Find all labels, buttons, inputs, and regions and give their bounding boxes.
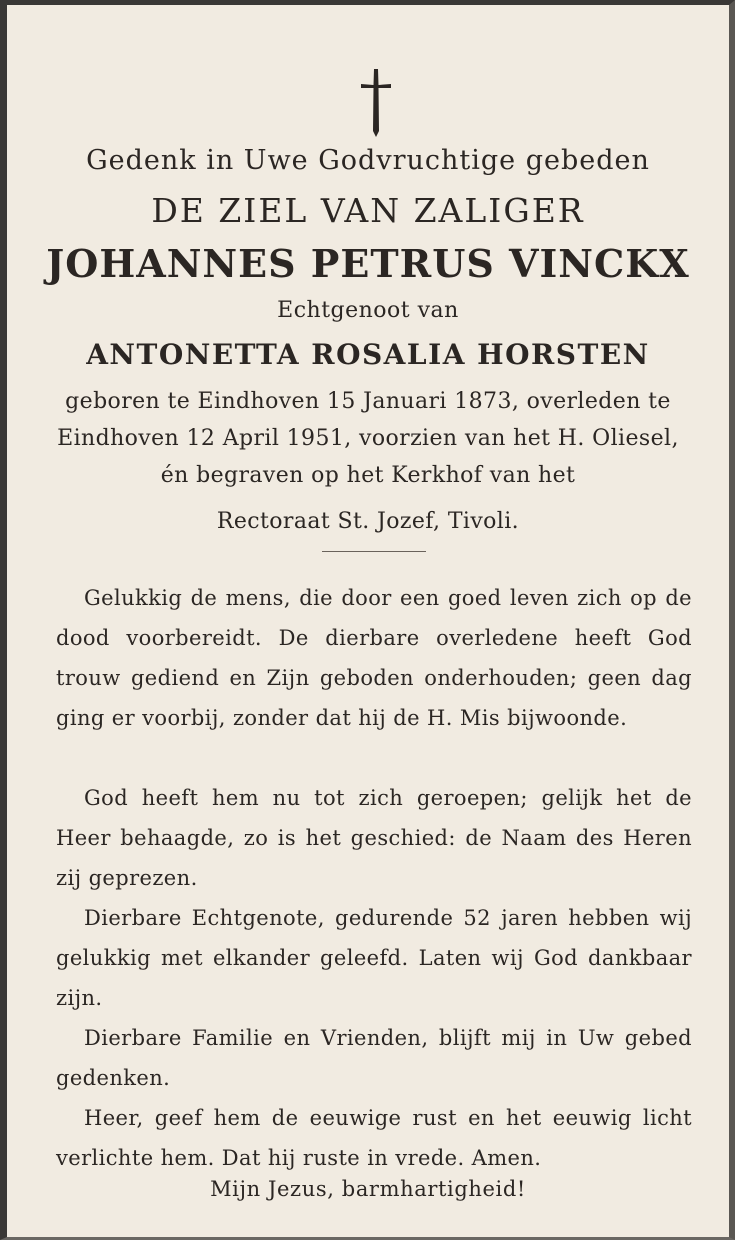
intro-line: Gedenk in Uwe Godvruchtige gebeden [86, 145, 650, 176]
divider [322, 551, 426, 552]
soul-line: DE ZIEL VAN ZALIGER [151, 191, 585, 230]
spouse-label: Echtgenoot van [277, 298, 459, 323]
deceased-name: JOHANNES PETRUS VINCKX [46, 241, 690, 286]
paragraph-good-life: Gelukkig de mens, die door een goed leven zich op de dood voorbereidt. De dierbare overledene heeft God trouw gediend en Zijn geboden onderhouden; geen dag ging er voorbij, zonder dat hij de H. Mis bijwoonde. [56, 586, 692, 730]
paragraph-spouse: Dierbare Echtgenote, gedurende 52 jaren hebben wij gelukkig met elkander geleefd. Laten wij God dankbaar zijn. [56, 906, 692, 1010]
burial-line: én begraven op het Kerkhof van het [160, 463, 576, 488]
parish-line: Rectoraat St. Jozef, Tivoli. [216, 509, 520, 534]
birth-death-line-1: geboren te Eindhoven 15 Januari 1873, overleden te [65, 389, 671, 414]
closing-prayer: Mijn Jezus, barmhartigheid! [210, 1177, 526, 1201]
paragraph-called-home: God heeft hem nu tot zich geroepen; gelijk het de Heer behaagde, zo is het geschied: de Naam des Heren zij geprezen. [56, 786, 692, 890]
cross-icon [351, 67, 401, 139]
spouse-name: ANTONETTA ROSALIA HORSTEN [86, 338, 650, 371]
birth-death-line-2: Eindhoven 12 April 1951, voorzien van het H. Oliesel, [57, 426, 679, 451]
paragraph-family: Dierbare Familie en Vrienden, blijft mij in Uw gebed gedenken. [56, 1026, 692, 1090]
paragraph-prayer: Heer, geef hem de eeuwige rust en het eeuwig licht verlichte hem. Dat hij ruste in vrede. Amen. [56, 1106, 692, 1170]
